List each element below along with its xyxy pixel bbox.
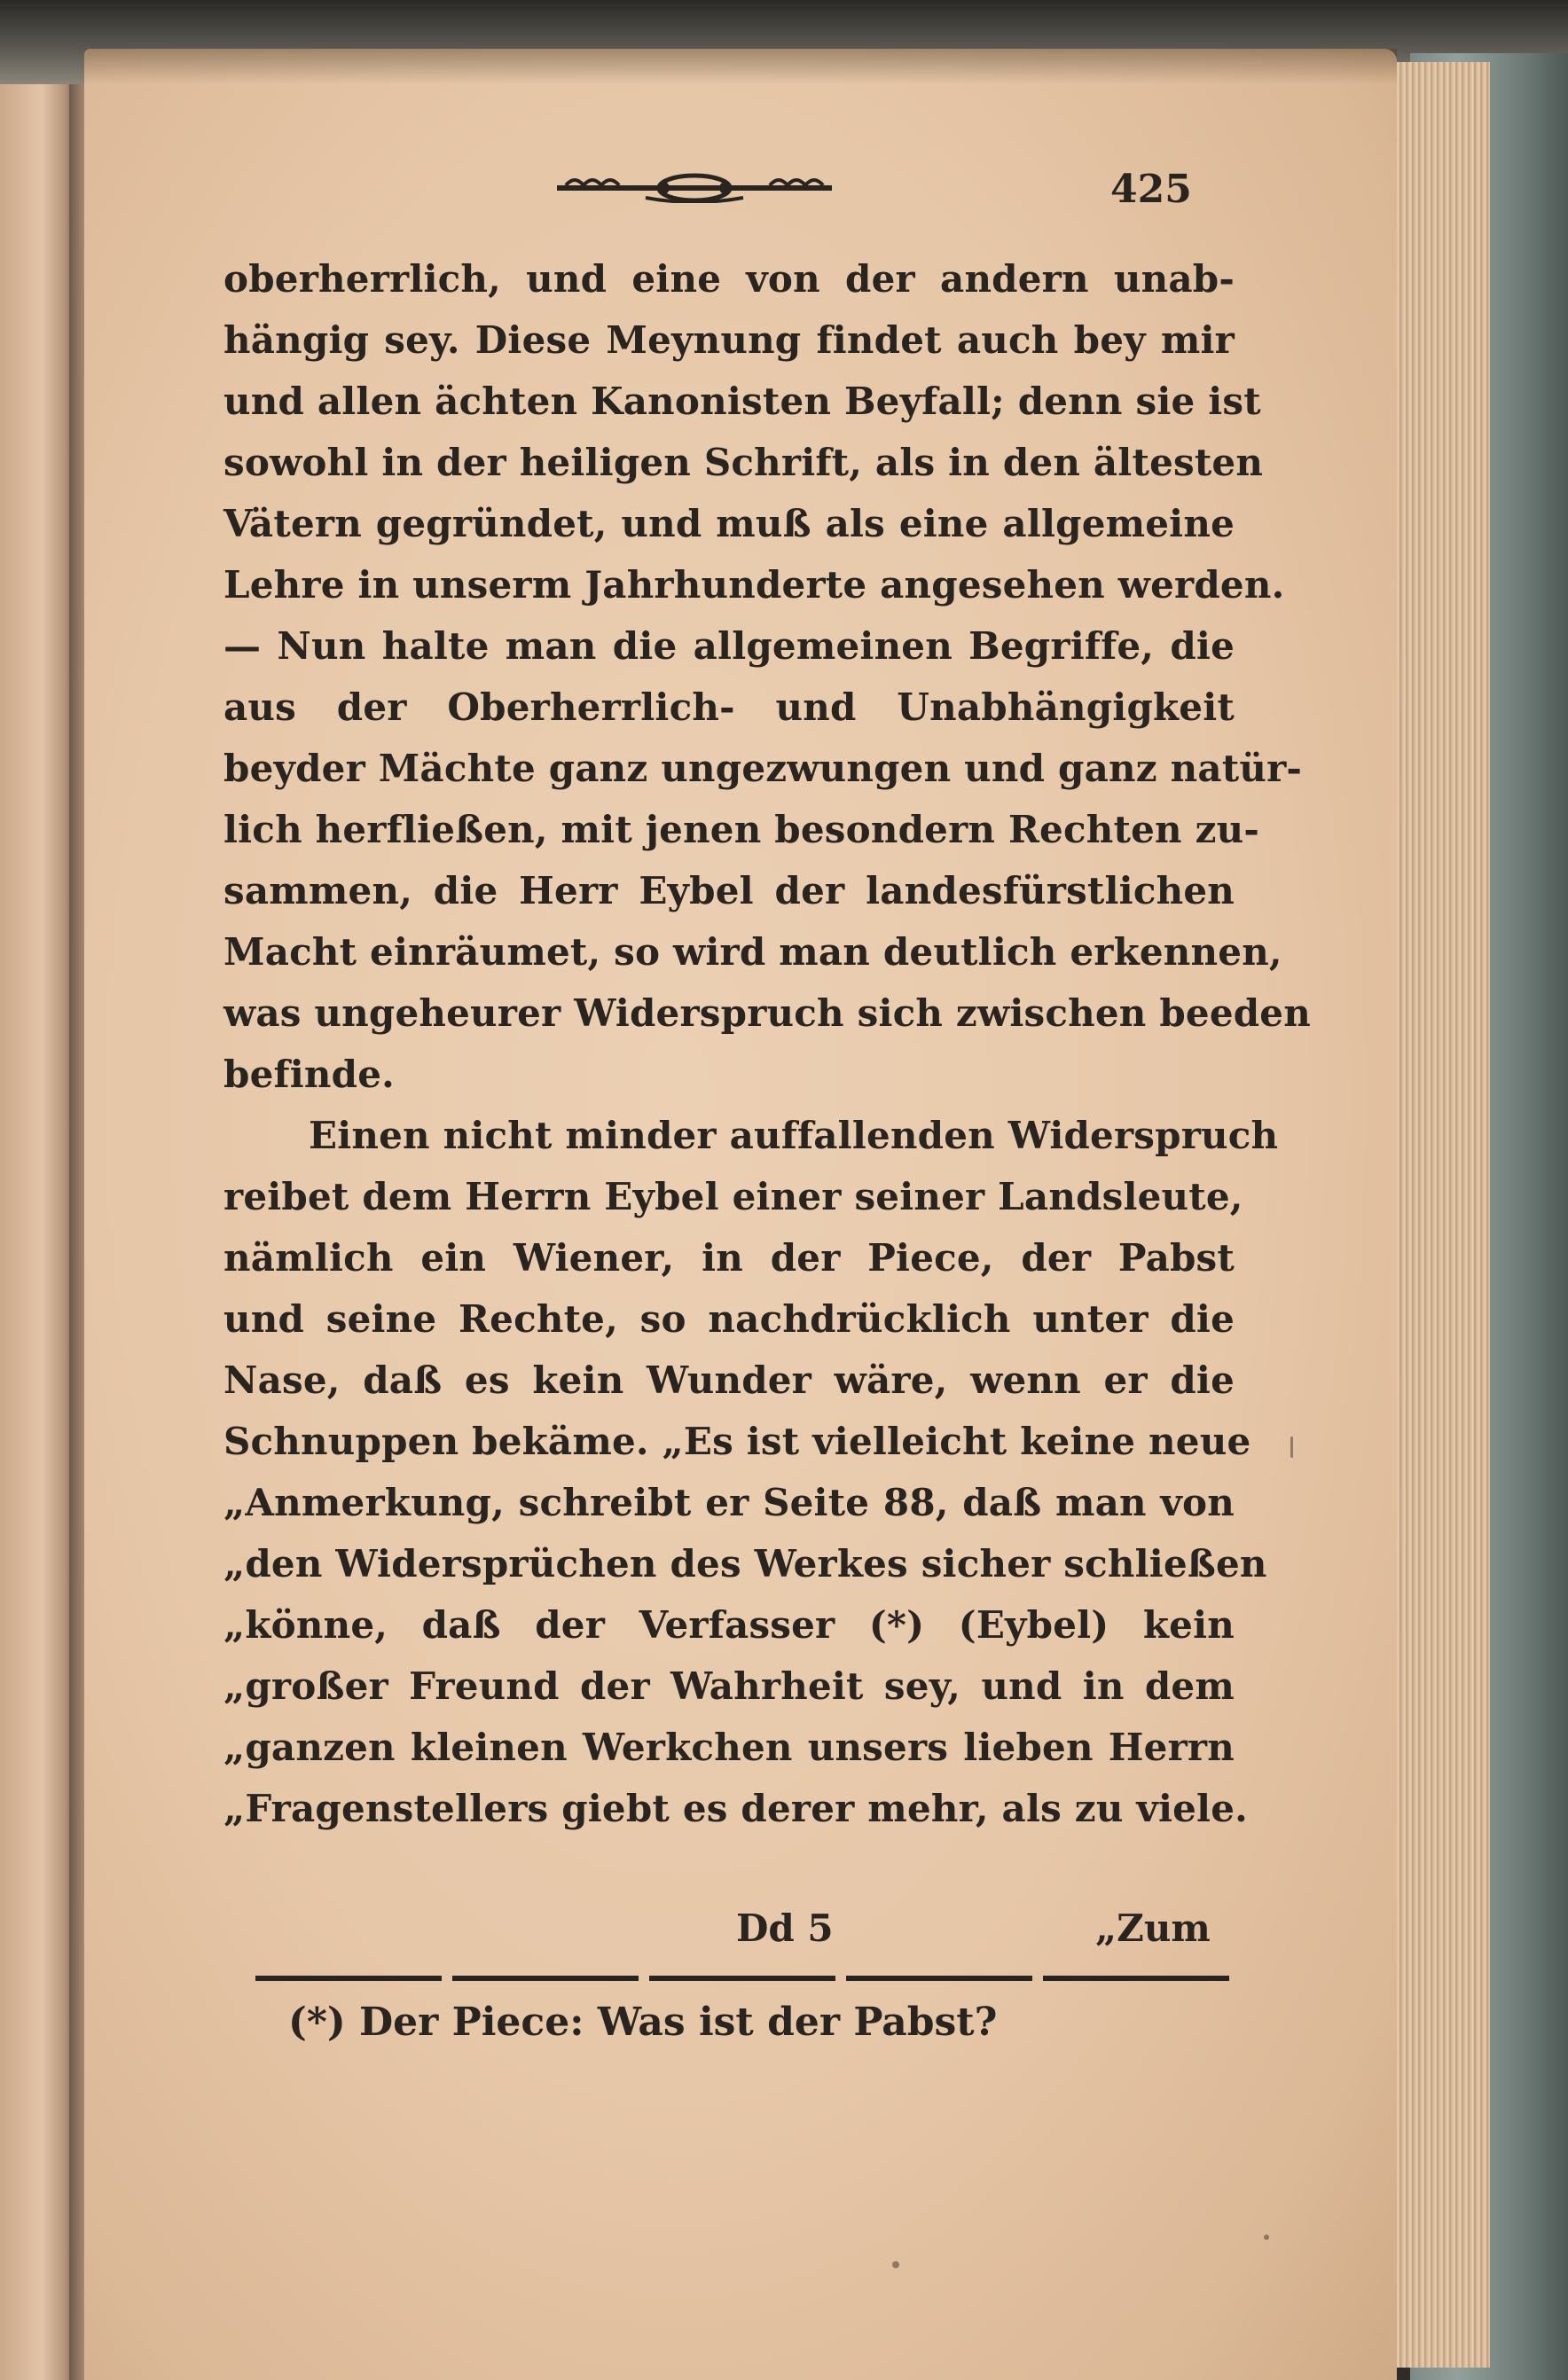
text-line: lich herfließen, mit jenen besondern Rechten zu- (223, 808, 1259, 851)
text-line: was ungeheurer Widerspruch sich zwischen beeden (223, 991, 1311, 1035)
text-line: Einen nicht minder auffallenden Widerspruch (309, 1114, 1279, 1157)
text-line: hängig sey. Diese Meynung findet auch bey mir (223, 318, 1235, 362)
body-text (223, 248, 1311, 1839)
page-number: 425 (1110, 167, 1192, 212)
text-line: reibet dem Herrn Eybel einer seiner Landsleute, (223, 1175, 1243, 1218)
text-line: Lehre in unserm Jahrhunderte angesehen werden. (223, 563, 1285, 607)
footnote: (*) Der Piece: Was ist der Pabst? (288, 2000, 998, 2045)
text-line: „ganzen kleinen Werkchen unsers lieben Herrn (223, 1726, 1235, 1769)
text-line: „Fragenstellers giebt es derer mehr, als zu viele. (223, 1787, 1248, 1830)
paper-speck (892, 2261, 899, 2268)
catchword: „Zum (1095, 1906, 1211, 1950)
text-line: oberherrlich, und eine von der andern unab- (223, 257, 1235, 301)
text-line: und allen ächten Kanonisten Beyfall; denn sie ist (223, 380, 1261, 423)
footnote-rule (255, 1976, 1231, 1981)
paper-speck (1264, 2235, 1269, 2240)
text-line: Vätern gegründet, und muß als eine allgemeine (223, 502, 1235, 545)
left-page-edge (0, 84, 76, 2380)
text-line: sammen, die Herr Eybel der landesfürstlichen (223, 869, 1235, 912)
text-line: sowohl in der heiligen Schrift, als in den ältesten (223, 441, 1264, 484)
text-line: „den Widersprüchen des Werkes sicher schließen (223, 1542, 1267, 1585)
paper-speck (1290, 1437, 1293, 1458)
text-line: befinde. (223, 1053, 395, 1096)
text-line: „könne, daß der Verfasser (*) (Eybel) kein (223, 1603, 1235, 1647)
page-shadow (84, 49, 1397, 84)
text-line: nämlich ein Wiener, in der Piece, der Pabst (223, 1236, 1235, 1280)
text-line: Schnuppen bekäme. „Es ist vielleicht keine neue (223, 1420, 1251, 1463)
header-ornament (557, 173, 832, 203)
text-line: „großer Freund der Wahrheit sey, und in dem (223, 1664, 1235, 1708)
text-line: und seine Rechte, so nachdrücklich unter die (223, 1297, 1235, 1341)
text-line: — Nun halte man die allgemeinen Begriffe, die (223, 624, 1235, 668)
text-line: „Anmerkung, schreibt er Seite 88, daß man von (223, 1481, 1235, 1524)
text-line: beyder Mächte ganz ungezwungen und ganz natür- (223, 747, 1303, 790)
signature-mark: Dd 5 (736, 1906, 834, 1950)
text-line: Nase, daß es kein Wunder wäre, wenn er die (223, 1358, 1235, 1402)
page-edges (1384, 62, 1490, 2368)
text-line: aus der Oberherrlich- und Unabhängigkeit (223, 685, 1235, 729)
text-line: Macht einräumet, so wird man deutlich erkennen, (223, 930, 1282, 974)
